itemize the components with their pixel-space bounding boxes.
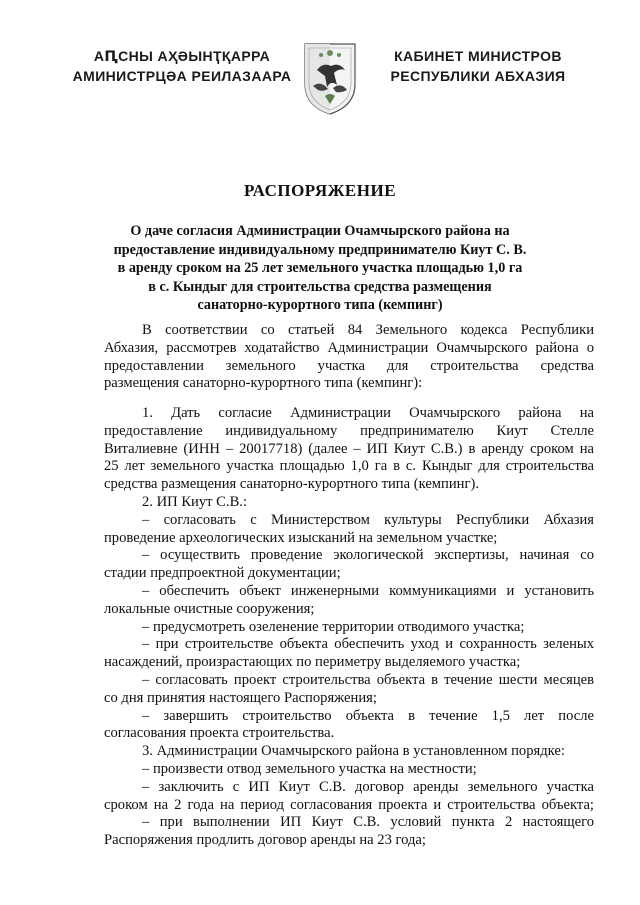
header-left-line1: АԤСНЫ АҲӘЫНҬҚАРРА [93, 48, 271, 64]
item-line: 2. ИП Киут С.В.: [142, 493, 248, 510]
item-line: 3. Администрации Очамчырского района в установленном порядке: [142, 743, 565, 760]
item-line: – заключить с ИП Киут С.В. договор аренды земельного участка [142, 778, 594, 795]
item-line: предоставление индивидуальному предпринимателю Киут Стелле [104, 422, 594, 439]
subject-line: в с. Кындыг для строительства средства размещения [148, 278, 492, 295]
preamble-line: предоставлении земельного участка для строительства средства [104, 357, 594, 374]
document-title: РАСПОРЯЖЕНИЕ [243, 181, 397, 200]
preamble-paragraph [104, 322, 594, 393]
item-line: – согласовать с Министерством культуры Республики Абхазия [142, 511, 594, 528]
preamble-line: В соответствии со статьей 84 Земельного кодекса Республики [142, 322, 594, 338]
item-line: 1. Дать согласие Администрации Очамчырского района на [142, 405, 594, 421]
item-line: со дня принятия настоящего Распоряжения; [104, 689, 377, 706]
subject-line: О даче согласия Администрации Очамчырского района на [130, 223, 510, 239]
item-line: – обеспечить объект инженерными коммуникациями и установить [142, 582, 594, 599]
coat-of-arms-emblem [301, 40, 359, 116]
order-items [104, 405, 594, 850]
subject-line: предоставление индивидуальному предпринимателю Киут С. В. [113, 241, 527, 258]
document-subject [100, 222, 540, 315]
item-line: проведение археологических изысканий на земельном участке; [104, 529, 498, 546]
item-line: – произвести отвод земельного участка на местности; [142, 760, 477, 777]
item-line: стадии предпроектной документации; [104, 565, 341, 582]
item-line: – при строительстве объекта обеспечить уход и сохранность зеленых [142, 636, 594, 653]
item-line: локальные очистные сооружения; [104, 600, 315, 617]
preamble-line: размещения санаторно-курортного типа (кемпинг): [104, 375, 423, 392]
item-line: Виталиевне (ИНН – 20017718) (далее – ИП Киут С.В.) в аренду сроком на [104, 440, 594, 457]
item-line: – при выполнении ИП Киут С.В. условий пункта 2 настоящего [142, 814, 594, 831]
header-right-line1: КАБИНЕТ МИНИСТРОВ [394, 48, 562, 64]
item-line: – завершить строительство объекта в течение 1,5 лет после [142, 707, 594, 724]
item-line: Распоряжения продлить договор аренды на 23 года; [104, 832, 426, 849]
item-line: согласования проекта строительства. [104, 725, 335, 742]
item-line: – осуществить проведение экологической экспертизы, начиная со [142, 547, 594, 564]
header-right-title [378, 46, 578, 86]
item-line: – предусмотреть озеленение территории отводимого участка; [142, 618, 525, 635]
subject-line: санаторно-курортного типа (кемпинг) [197, 297, 443, 313]
header-left-title [72, 46, 292, 86]
item-line: средства размещения санаторно-курортного типа (кемпинг). [104, 476, 479, 493]
subject-line: в аренду сроком на 25 лет земельного участка площадью 1,0 га [117, 260, 523, 276]
header-left-line2: АМИНИСТРЦӘА РЕИЛАЗААРА [72, 68, 292, 84]
item-line: – согласовать проект строительства объекта в течение шести месяцев [142, 671, 594, 688]
item-line: сроком на 2 года на период согласования проекта и строительства объекта; [104, 796, 594, 813]
item-line: насаждений, произрастающих по периметру выделяемого участка; [104, 654, 521, 671]
header-right-line2: РЕСПУБЛИКИ АБХАЗИЯ [390, 68, 566, 84]
preamble-line: Абхазия, рассмотрев ходатайство Администрации Очамчырского района о [104, 339, 594, 356]
item-line: 25 лет земельного участка площадью 1,0 га в с. Кындыг для строительства [104, 458, 594, 475]
